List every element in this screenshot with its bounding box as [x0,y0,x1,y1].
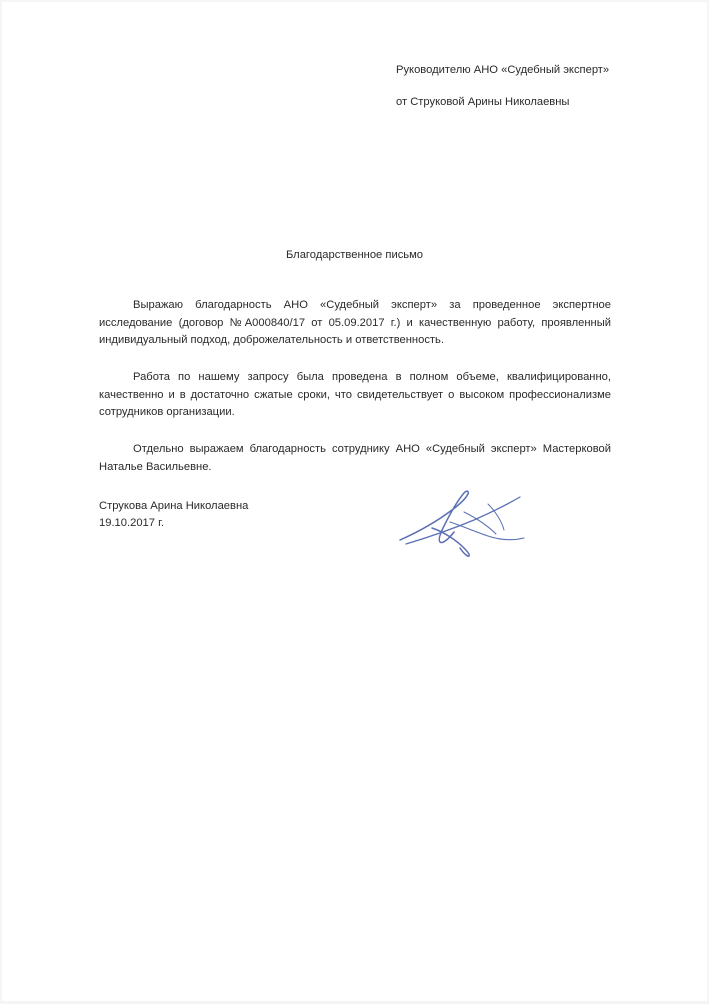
page-edge-artifact-top [0,0,709,2]
signatory-name: Струкова Арина Николаевна [99,500,249,512]
addressee-block [396,62,656,110]
page-edge-artifact-left [0,0,2,1004]
addressee-sender-line: от Струковой Арины Николаевны [396,96,570,109]
letter-body [99,297,611,477]
signature-block [99,498,248,532]
body-paragraph: Отдельно выражаем благодарность сотруднику АНО «Судебный эксперт» Мастерковой Наталье Васильевне. [99,443,611,473]
signature-date: 19.10.2017 г. [99,516,164,529]
page-title: Благодарственное письмо [285,249,424,261]
body-paragraph: Работа по нашему запросу была проведена в полном объеме, квалифицированно, качественно и в достаточно сжатые сроки, что свидетельствует о высоком профессионализме сотрудников организации. [99,371,611,419]
handwritten-signature-icon [392,482,537,562]
addressee-recipient-line: Руководителю АНО «Судебный эксперт» [396,64,610,76]
body-paragraph: Выражаю благодарность АНО «Судебный эксперт» за проведенное экспертное исследование (договор №А000840/17 от 05.09.2017 г.) и качественную работу, проявленный индивидуальный подход, доброжелательность и ответственность. [99,299,611,347]
